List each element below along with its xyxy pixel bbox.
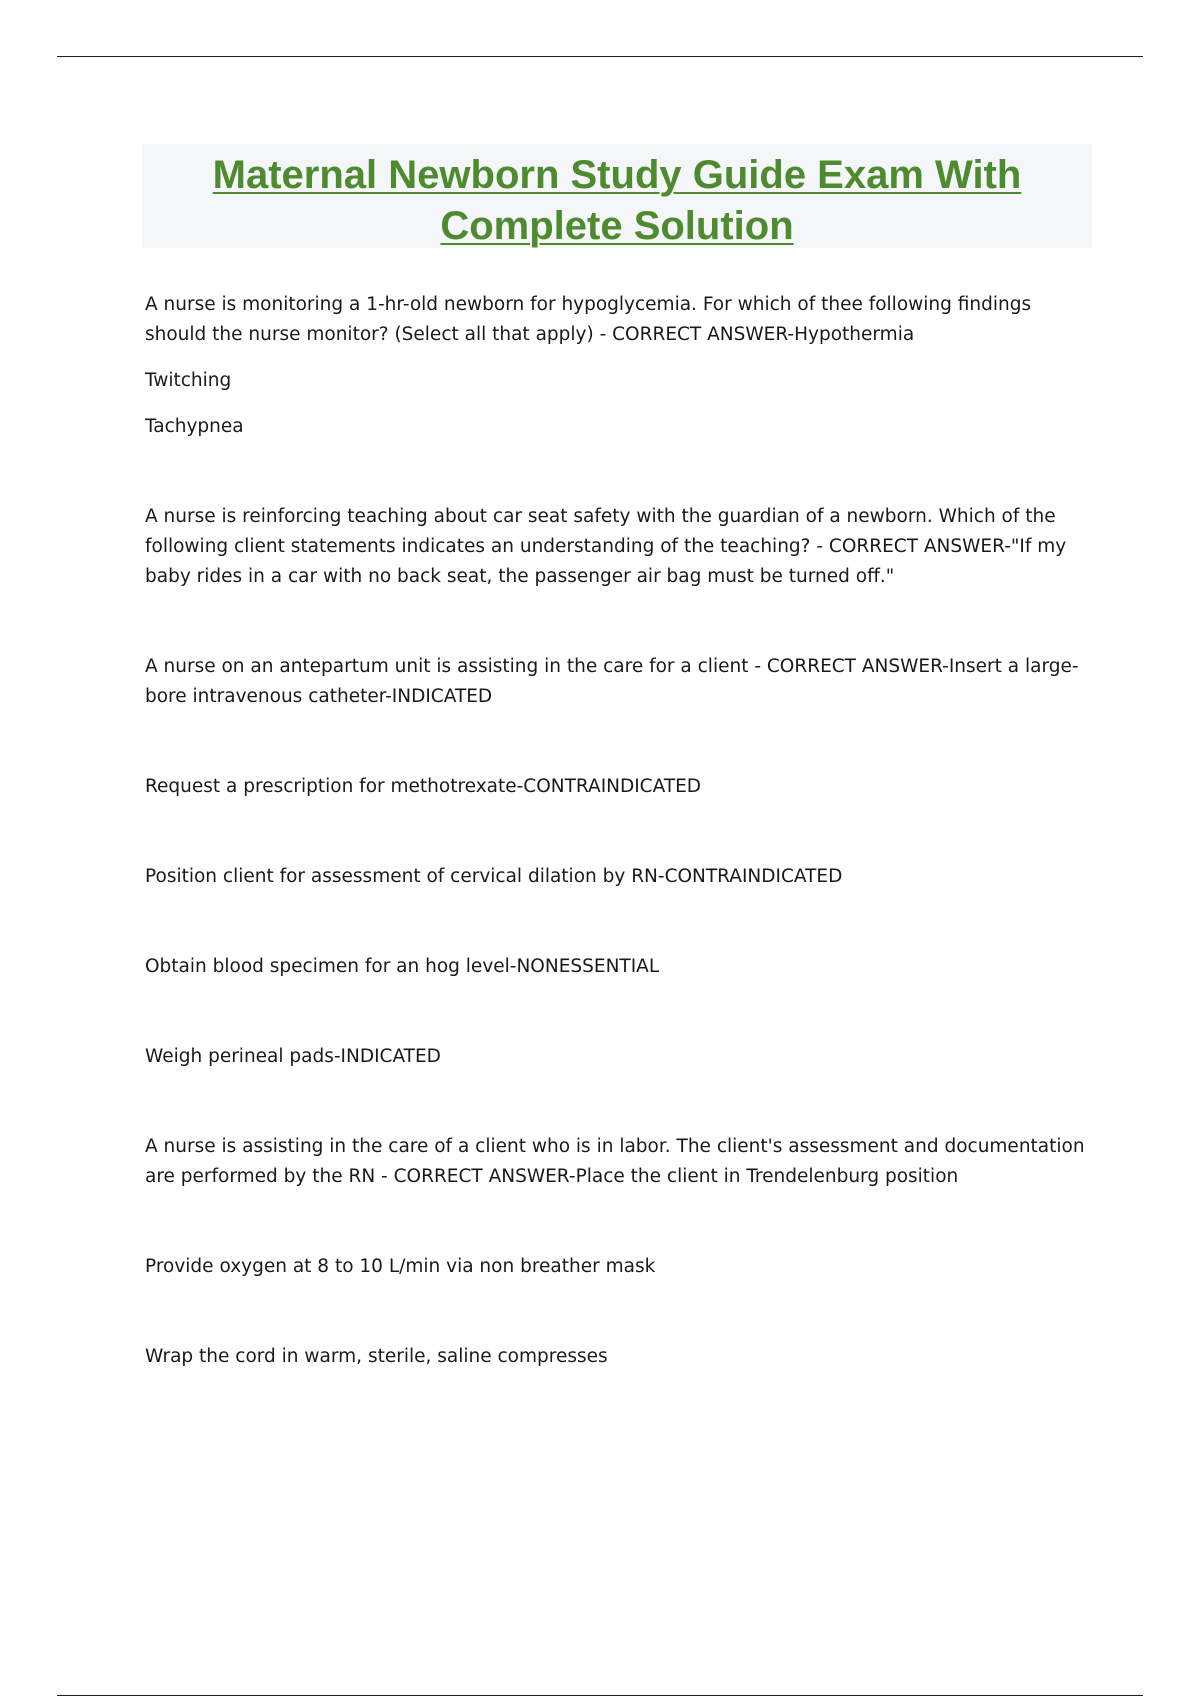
answer-line: Tachypnea [145, 416, 244, 437]
answer-line: Provide oxygen at 8 to 10 L/min via non breather mask [145, 1256, 656, 1277]
title-line-1: Maternal Newborn Study Guide Exam With [212, 153, 1022, 197]
question-paragraph: A nurse is monitoring a 1-hr-old newborn for hypoglycemia. For which of thee following findings should the nurse monitor? (Select all that apply) - CORRECT ANSWER-Hypothermia [145, 294, 1032, 345]
answer-line: Wrap the cord in warm, sterile, saline compresses [145, 1346, 608, 1367]
answer-line: Twitching [145, 370, 232, 391]
answer-line: Request a prescription for methotrexate-CONTRAINDICATED [145, 776, 702, 797]
title-line-2: Complete Solution [440, 204, 794, 248]
document-title [142, 144, 1092, 252]
question-paragraph: A nurse is assisting in the care of a client who is in labor. The client's assessment and documentation are performed by the RN - CORRECT ANSWER-Place the client in Trendelenburg position [145, 1136, 1085, 1187]
answer-line: Weigh perineal pads-INDICATED [145, 1046, 441, 1067]
footer-rule [57, 1695, 1143, 1696]
header-rule [57, 56, 1143, 57]
title-banner [142, 144, 1092, 248]
question-paragraph: A nurse on an antepartum unit is assisting in the care for a client - CORRECT ANSWER-Insert a large-bore intravenous catheter-INDICATED [145, 656, 1079, 707]
answer-line: Position client for assessment of cervical dilation by RN-CONTRAINDICATED [145, 866, 843, 887]
answer-line: Obtain blood specimen for an hog level-NONESSENTIAL [145, 956, 660, 977]
document-body [145, 290, 1095, 1372]
question-paragraph: A nurse is reinforcing teaching about car seat safety with the guardian of a newborn. Which of the following client statements indicates an understanding of the teaching? - CORRECT ANSWER-"If my baby rides in a car with no back seat, the passenger air bag must be turned off." [145, 506, 1067, 587]
